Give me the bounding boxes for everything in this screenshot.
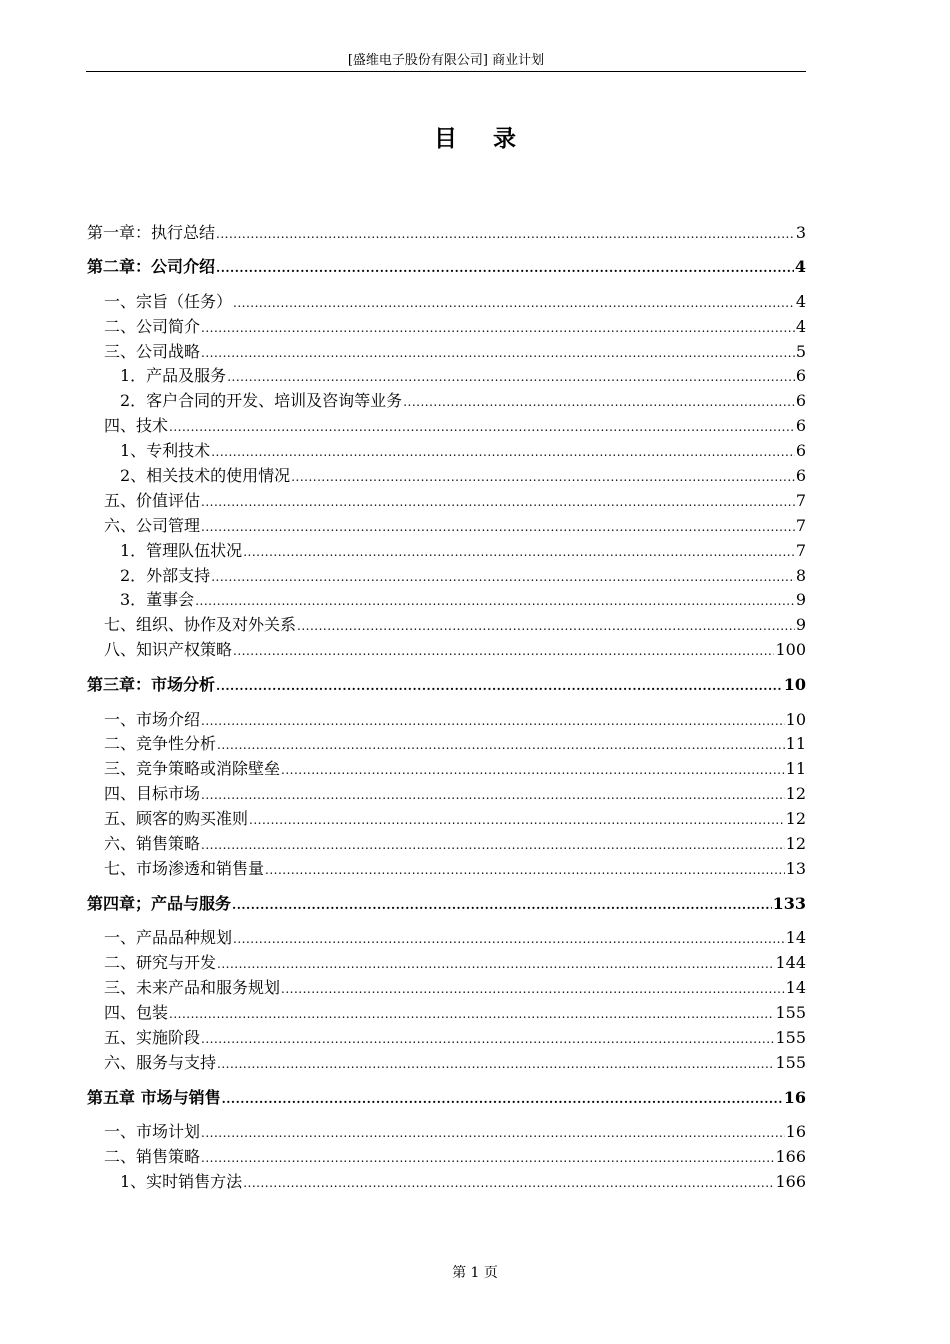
- toc-page-number: 13: [785, 858, 806, 878]
- toc-entry[interactable]: [87, 414, 806, 439]
- toc-page-number: 6: [795, 416, 806, 436]
- toc-page-number: 7: [795, 540, 806, 560]
- toc-entry-label: 六、公司管理: [104, 515, 201, 535]
- toc-entry-label: 八、知识产权策略: [104, 640, 233, 660]
- toc-dot-leader: [201, 782, 785, 808]
- toc-page-number: 6: [795, 466, 806, 486]
- toc-entry[interactable]: [87, 340, 806, 365]
- toc-dot-leader: [249, 807, 785, 833]
- toc-entry[interactable]: [87, 832, 806, 857]
- toc-dot-leader: [201, 1026, 774, 1052]
- toc-page-number: 6: [795, 391, 806, 411]
- toc-entry-label: 3．董事会: [120, 590, 195, 610]
- toc-dot-leader: [217, 732, 785, 758]
- toc-entry[interactable]: [87, 807, 806, 832]
- toc-entry-label: 五、价值评估: [104, 490, 201, 510]
- toc-page-number: 11: [785, 734, 806, 754]
- toc-entry-label: 第五章 市场与销售: [87, 1087, 221, 1107]
- toc-entry-label: 二、研究与开发: [104, 953, 217, 973]
- toc-page-number: 155: [775, 1027, 806, 1047]
- page-header: [盛维电子股份有限公司] 商业计划: [347, 53, 545, 68]
- toc-dot-leader: [217, 1051, 774, 1077]
- toc-page-number: 12: [785, 784, 806, 804]
- toc-page-number: 10: [785, 709, 806, 729]
- toc-dot-leader: [211, 439, 795, 465]
- toc-dot-leader: [216, 255, 794, 281]
- table-of-contents: [87, 221, 806, 1195]
- toc-entry-label: 七、市场渗透和销售量: [104, 858, 265, 878]
- toc-dot-leader: [222, 1086, 783, 1112]
- toc-dot-leader: [201, 1145, 774, 1171]
- toc-entry[interactable]: [87, 1026, 806, 1051]
- toc-chapter-entry[interactable]: [87, 892, 806, 916]
- toc-page-number: 4: [795, 291, 806, 311]
- toc-page-number: 8: [795, 565, 806, 585]
- toc-page-number: 16: [783, 1087, 806, 1107]
- toc-entry-label: 二、竞争性分析: [104, 734, 217, 754]
- toc-entry[interactable]: [87, 926, 806, 951]
- toc-entry[interactable]: [87, 514, 806, 539]
- toc-dot-leader: [169, 414, 795, 440]
- toc-entry[interactable]: [87, 564, 806, 589]
- toc-entry-label: 五、顾客的购买准则: [104, 809, 249, 829]
- toc-entry[interactable]: [87, 539, 806, 564]
- toc-title: 目 录: [433, 125, 530, 152]
- toc-page-number: 100: [775, 640, 806, 660]
- toc-page-number: 10: [783, 675, 806, 695]
- toc-entry-label: 一、市场介绍: [104, 709, 201, 729]
- toc-page-number: 7: [795, 515, 806, 535]
- toc-entry-label: 六、销售策略: [104, 833, 201, 853]
- toc-entry-label: 六、服务与支持: [104, 1052, 217, 1072]
- toc-dot-leader: [281, 757, 785, 783]
- toc-entry[interactable]: [87, 290, 806, 315]
- toc-entry-label: 三、竞争策略或消除壁垒: [104, 759, 281, 779]
- toc-dot-leader: [201, 832, 785, 858]
- toc-page-number: 11: [785, 759, 806, 779]
- toc-chapter-entry[interactable]: [87, 1086, 806, 1110]
- toc-dot-leader: [233, 290, 795, 316]
- toc-entry[interactable]: [87, 613, 806, 638]
- toc-entry-label: 第一章：执行总结: [87, 223, 216, 242]
- toc-dot-leader: [297, 613, 795, 639]
- header-divider: [86, 71, 806, 72]
- toc-page-number: 12: [785, 833, 806, 853]
- toc-dot-leader: [243, 539, 795, 565]
- toc-dot-leader: [403, 389, 795, 415]
- toc-dot-leader: [216, 221, 795, 247]
- toc-page-number: 4: [794, 257, 806, 277]
- toc-page-number: 14: [785, 977, 806, 997]
- toc-entry[interactable]: [87, 364, 806, 389]
- toc-dot-leader: [201, 514, 795, 540]
- toc-entry-label: 第二章：公司介绍: [87, 257, 216, 277]
- toc-entry-label: 七、组织、协作及对外关系: [104, 615, 297, 635]
- toc-dot-leader: [233, 638, 774, 664]
- toc-dot-leader: [243, 1170, 774, 1196]
- toc-entry[interactable]: [87, 732, 806, 757]
- toc-page-number: 9: [795, 615, 806, 635]
- toc-entry-label: 四、包装: [104, 1002, 169, 1022]
- toc-dot-leader: [201, 489, 795, 515]
- toc-chapter-entry[interactable]: [87, 673, 806, 697]
- toc-entry-label: 第四章；产品与服务: [87, 893, 232, 913]
- toc-dot-leader: [195, 588, 795, 614]
- toc-entry[interactable]: [87, 857, 806, 882]
- toc-dot-leader: [233, 926, 785, 952]
- toc-entry-label: 五、实施阶段: [104, 1027, 201, 1047]
- toc-entry-label: 1、实时销售方法: [120, 1171, 243, 1191]
- toc-entry-label: 2．客户合同的开发、培训及咨询等业务: [120, 391, 403, 411]
- toc-entry[interactable]: [87, 757, 806, 782]
- toc-page-number: 6: [795, 366, 806, 386]
- toc-entry[interactable]: [87, 1120, 806, 1145]
- toc-entry[interactable]: [87, 439, 806, 464]
- toc-dot-leader: [169, 1001, 774, 1027]
- toc-entry[interactable]: [87, 1001, 806, 1026]
- toc-chapter-entry[interactable]: [87, 221, 806, 245]
- toc-entry-label: 2、相关技术的使用情况: [120, 466, 291, 486]
- toc-page-number: 9: [795, 590, 806, 610]
- toc-entry-label: 三、未来产品和服务规划: [104, 977, 281, 997]
- toc-page-number: 166: [775, 1171, 806, 1191]
- toc-page-number: 155: [775, 1052, 806, 1072]
- toc-entry[interactable]: [87, 315, 806, 340]
- toc-entry-label: 三、公司战略: [104, 341, 201, 361]
- toc-entry[interactable]: [87, 1170, 806, 1195]
- toc-page-number: 12: [785, 809, 806, 829]
- toc-entry[interactable]: [87, 708, 806, 733]
- toc-dot-leader: [232, 892, 772, 918]
- toc-entry-label: 1．产品及服务: [120, 366, 227, 386]
- toc-entry-label: 一、市场计划: [104, 1121, 201, 1141]
- toc-page-number: 3: [795, 223, 806, 242]
- toc-entry-label: 2．外部支持: [120, 565, 211, 585]
- toc-dot-leader: [201, 1120, 785, 1146]
- toc-dot-leader: [211, 564, 795, 590]
- toc-page-number: 144: [775, 953, 806, 973]
- toc-dot-leader: [265, 857, 785, 883]
- toc-page-number: 6: [795, 441, 806, 461]
- toc-page-number: 14: [785, 928, 806, 948]
- toc-entry[interactable]: [87, 782, 806, 807]
- toc-dot-leader: [227, 364, 795, 390]
- toc-entry-label: 1、专利技术: [120, 441, 211, 461]
- toc-dot-leader: [201, 340, 795, 366]
- toc-entry[interactable]: [87, 489, 806, 514]
- toc-page-number: 133: [772, 893, 806, 913]
- toc-page-number: 5: [795, 341, 806, 361]
- toc-dot-leader: [291, 464, 795, 490]
- page-footer: 第 1 页: [452, 1265, 498, 1281]
- toc-entry-label: 1．管理队伍状况: [120, 540, 243, 560]
- toc-dot-leader: [217, 951, 774, 977]
- toc-dot-leader: [216, 673, 783, 699]
- toc-page-number: 4: [795, 316, 806, 336]
- toc-dot-leader: [281, 976, 785, 1002]
- toc-entry[interactable]: [87, 1051, 806, 1076]
- toc-entry[interactable]: [87, 951, 806, 976]
- toc-entry-label: 四、目标市场: [104, 784, 201, 804]
- toc-chapter-entry[interactable]: [87, 255, 806, 279]
- toc-dot-leader: [201, 315, 795, 341]
- toc-entry-label: 二、公司简介: [104, 316, 201, 336]
- toc-dot-leader: [201, 708, 785, 734]
- toc-entry-label: 四、技术: [104, 416, 169, 436]
- toc-entry[interactable]: [87, 976, 806, 1001]
- toc-page-number: 155: [775, 1002, 806, 1022]
- toc-entry[interactable]: [87, 1145, 806, 1170]
- toc-entry[interactable]: [87, 588, 806, 613]
- toc-page-number: 16: [785, 1121, 806, 1141]
- toc-entry[interactable]: [87, 638, 806, 663]
- toc-entry[interactable]: [87, 389, 806, 414]
- toc-entry-label: 一、宗旨（任务）: [104, 291, 233, 311]
- toc-entry-label: 一、产品品种规划: [104, 928, 233, 948]
- toc-entry-label: 二、销售策略: [104, 1146, 201, 1166]
- toc-entry-label: 第三章：市场分析: [87, 675, 216, 695]
- toc-entry[interactable]: [87, 464, 806, 489]
- toc-page-number: 7: [795, 490, 806, 510]
- toc-page-number: 166: [775, 1146, 806, 1166]
